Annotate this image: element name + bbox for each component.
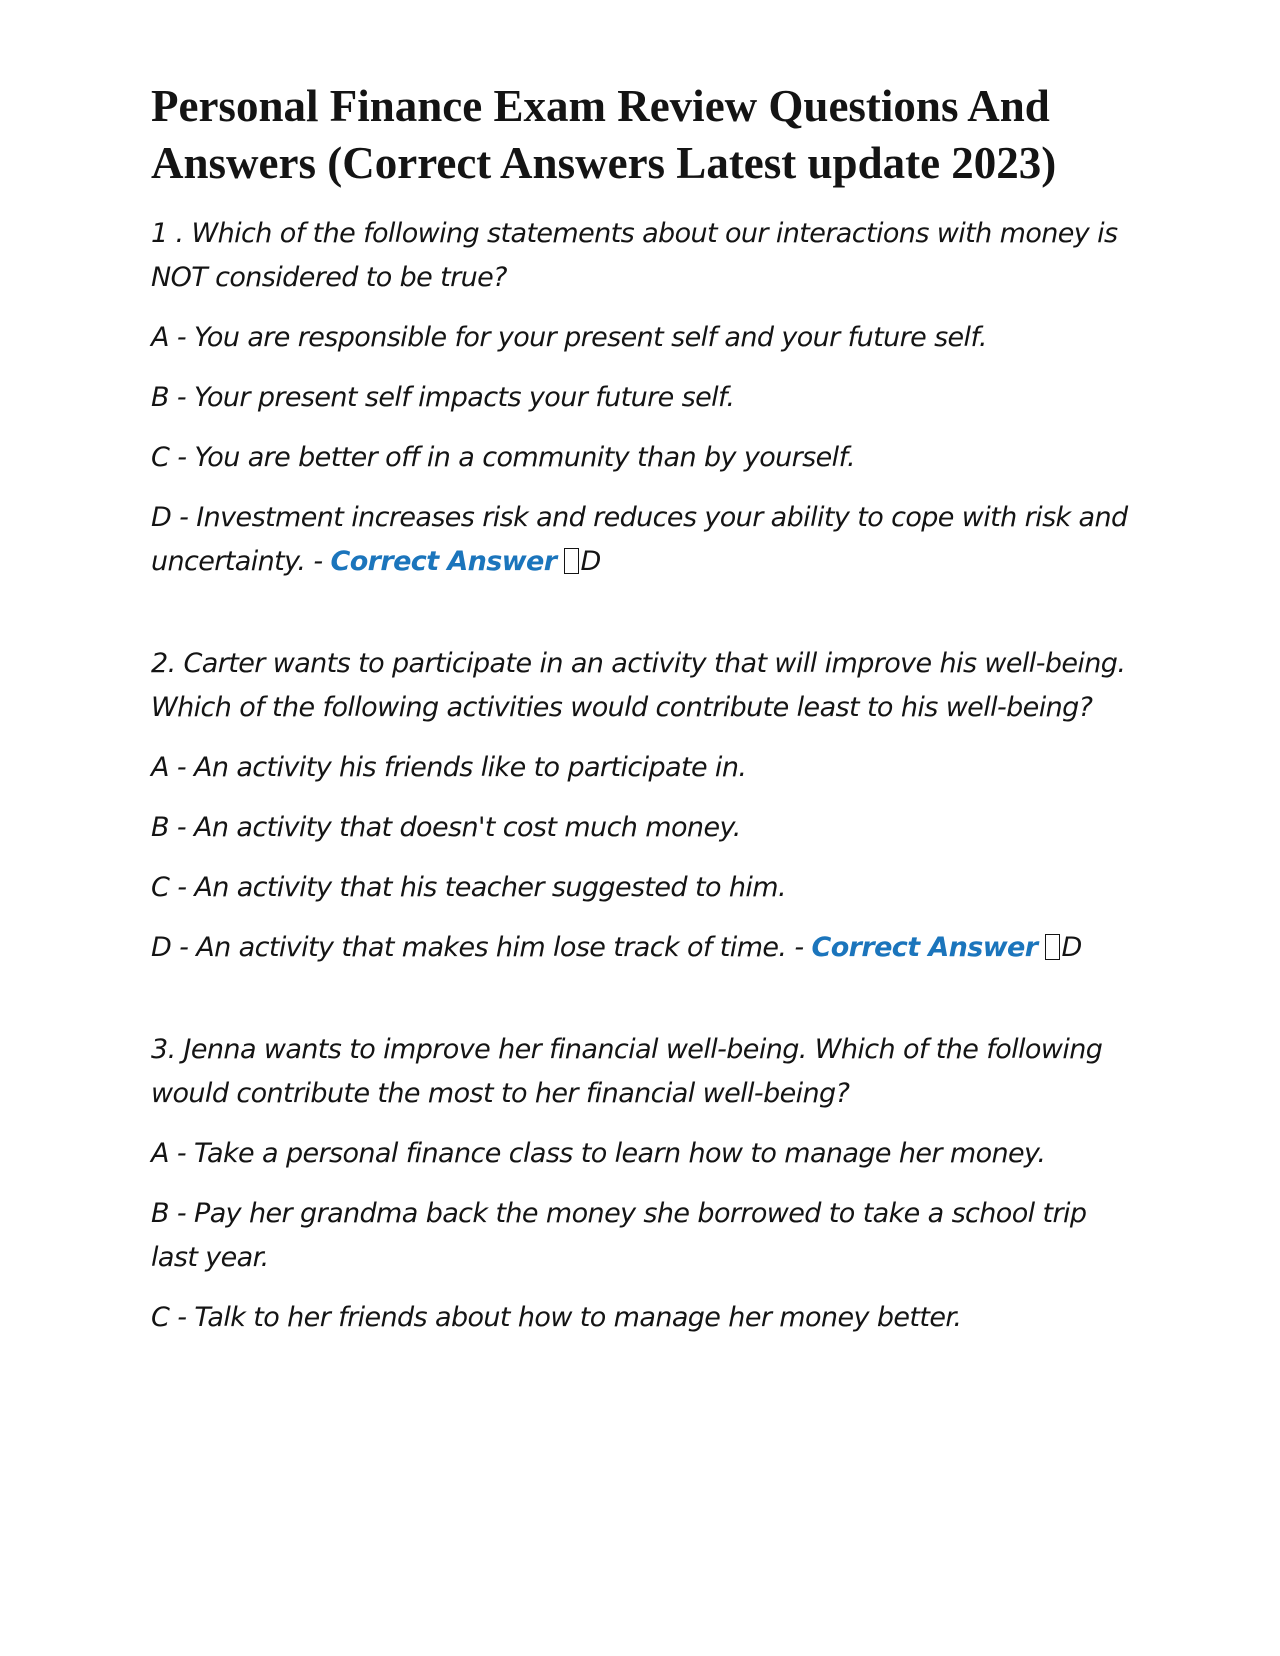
option-d-with-answer [151, 496, 1131, 584]
question-text: 1 . Which of the following statements about our interactions with money is NOT considered to be true? [151, 218, 1118, 293]
option-a: A - Take a personal finance class to learn how to manage her money. [151, 1138, 1046, 1169]
option-d: D - An activity that makes him lose track of time. - [151, 932, 804, 963]
answer-box-icon [1045, 934, 1060, 960]
option-d-with-answer [151, 926, 1131, 970]
answer-letter: D [580, 546, 601, 577]
question-text: 2. Carter wants to participate in an activity that will improve his well-being. Which of the following activities would contribute least to his well-being? [151, 648, 1126, 723]
option-b: B - Your present self impacts your future self. [151, 382, 735, 413]
option-b: B - Pay her grandma back the money she borrowed to take a school trip last year. [151, 1198, 1087, 1273]
question-text: 3. Jenna wants to improve her financial well-being. Which of the following would contribute the most to her financial well-being? [151, 1034, 1103, 1109]
option-b: B - An activity that doesn't cost much money. [151, 812, 741, 843]
question-1 [151, 212, 1131, 584]
option-c: C - An activity that his teacher suggested to him. [151, 872, 786, 903]
answer-letter: D [1061, 932, 1082, 963]
option-a: A - An activity his friends like to participate in. [151, 752, 747, 783]
answer-box-icon [564, 548, 579, 574]
document-page [151, 72, 1131, 1398]
option-c: C - You are better off in a community than by yourself. [151, 442, 855, 473]
correct-answer-label: Correct Answer [330, 546, 557, 577]
question-2 [151, 642, 1131, 970]
correct-answer-label: Correct Answer [811, 932, 1038, 963]
option-d: D - Investment increases risk and reduces your ability to cope with risk and uncertainty. - [151, 502, 1128, 577]
option-a: A - You are responsible for your present self and your future self. [151, 322, 987, 353]
option-c: C - Talk to her friends about how to manage her money better. [151, 1302, 962, 1333]
question-3 [151, 1028, 1131, 1340]
document-title: Personal Finance Exam Review Questions And Answers (Correct Answers Latest update 2023) [151, 81, 1057, 188]
